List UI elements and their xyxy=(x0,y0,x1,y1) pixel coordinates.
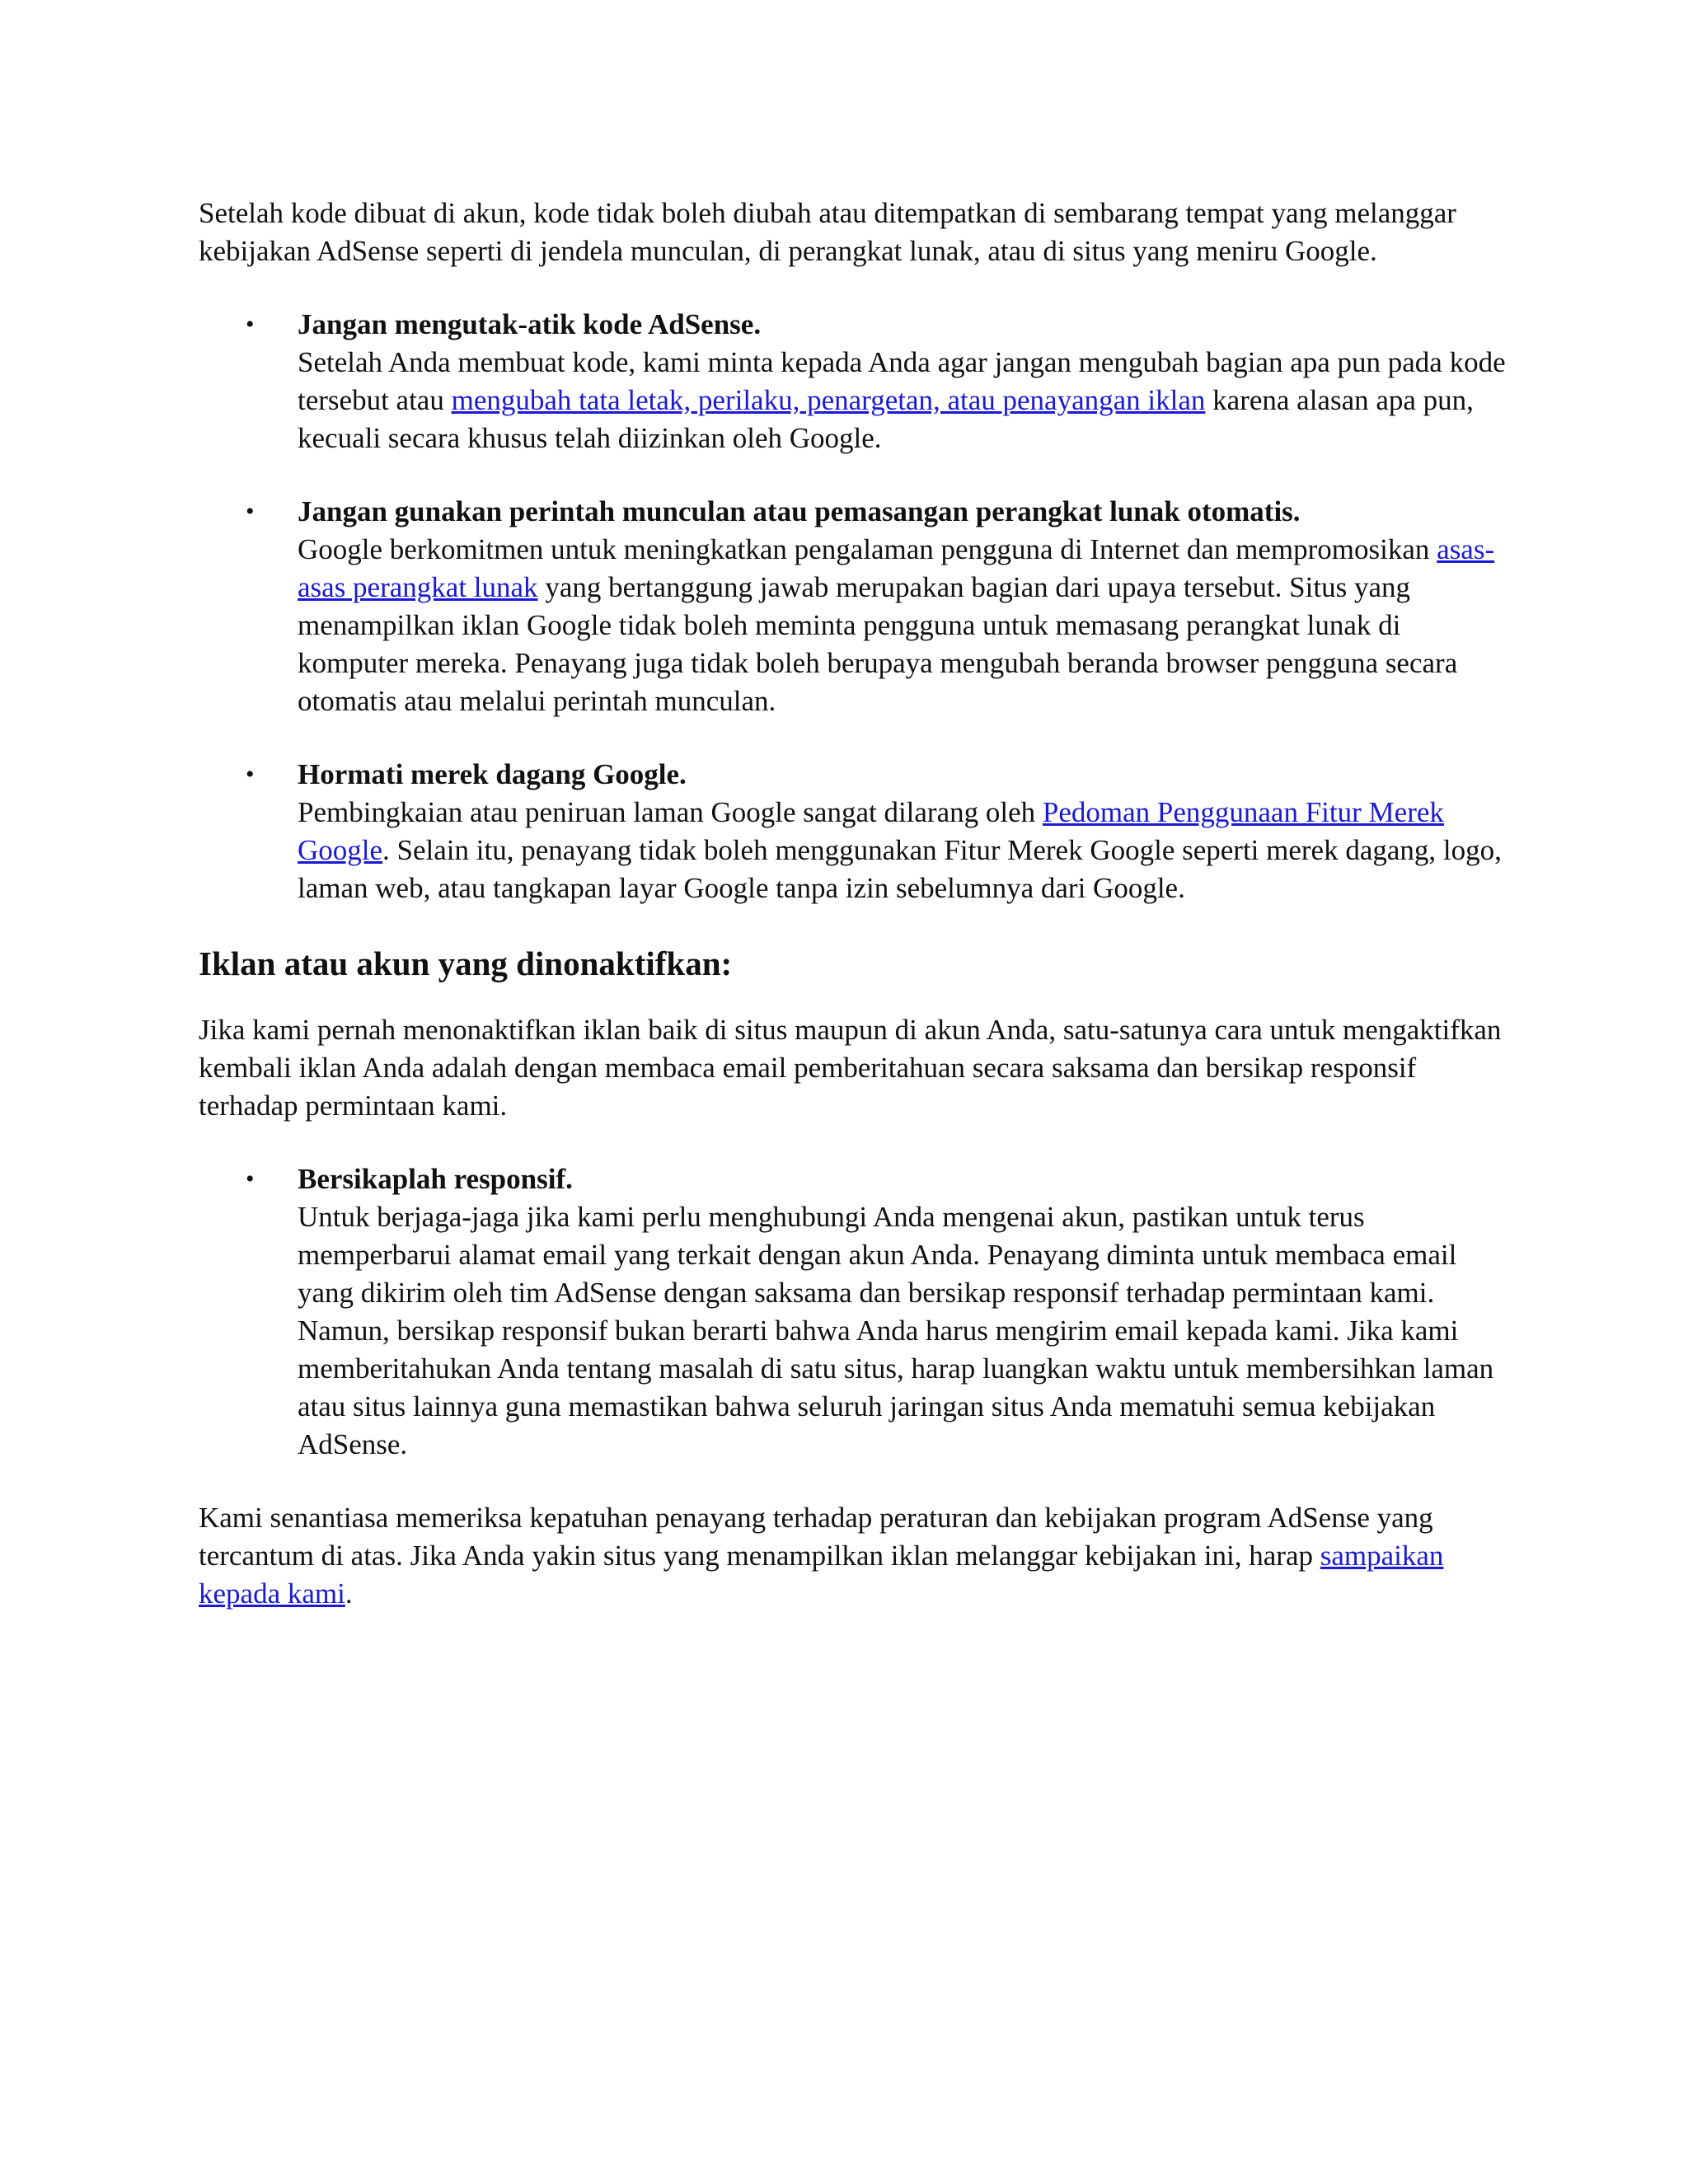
item-text: . Selain itu, penayang tidak boleh menggunakan Fitur Merek Google seperti merek dagang, logo, laman web, atau tangkapan layar Google tanpa izin sebelumnya dari Google. xyxy=(298,834,1502,904)
item-text: Google berkomitmen untuk meningkatkan pengalaman pengguna di Internet dan mempromosikan xyxy=(298,533,1437,565)
item-body: Untuk berjaga-jaga jika kami perlu menghubungi Anda mengenai akun, pastikan untuk terus memperbarui alamat email yang terkait dengan akun Anda. Penayang diminta untuk membaca email yang dikirim oleh tim AdSense dengan saksama dan bersikap responsif terhadap permintaan kami. Namun, bersikap responsif bukan berarti bahwa Anda harus mengirim email kepada kami. Jika kami memberitahukan Anda tentang masalah di satu situs, harap luangkan waktu untuk membersihkan laman atau situs lainnya guna memastikan bahwa seluruh jaringan situs Anda mematuhi semua kebijakan AdSense. xyxy=(298,1201,1494,1460)
item-body xyxy=(298,794,1509,907)
list-item xyxy=(199,306,1509,457)
section-intro-paragraph: Jika kami pernah menonaktifkan iklan baik di situs maupun di akun Anda, satu-satunya cara untuk mengaktifkan kembali iklan Anda adalah dengan membaca email pemberitahuan secara saksama dan bersikap responsif terhadap permintaan kami. xyxy=(199,1014,1502,1122)
bullet-icon: • xyxy=(246,311,255,338)
bullet-icon: • xyxy=(246,761,255,788)
item-body xyxy=(298,531,1509,720)
item-body xyxy=(298,344,1509,457)
report-link[interactable]: sampaikan kepada kami xyxy=(199,1540,1444,1610)
document-page xyxy=(199,194,1509,1613)
item-title: Hormati merek dagang Google. xyxy=(298,758,687,790)
closing-paragraph xyxy=(199,1499,1509,1613)
closing-text: Kami senantiasa memeriksa kepatuhan penayang terhadap peraturan dan kebijakan program AdSense yang tercantum di atas. Jika Anda yakin situs yang menampilkan iklan melanggar kebijakan ini, harap xyxy=(199,1502,1433,1572)
list-item xyxy=(199,756,1509,907)
item-text: Setelah Anda membuat kode, kami minta kepada Anda agar jangan mengubah bagian apa pun pada kode tersebut atau xyxy=(298,346,1506,416)
closing-text: . xyxy=(345,1577,353,1610)
brand-guidelines-link[interactable]: Pedoman Penggunaan Fitur Merek Google xyxy=(298,796,1444,866)
item-text: yang bertanggung jawab merupakan bagian dari upaya tersebut. Situs yang menampilkan iklan Google tidak boleh meminta pengguna untuk memasang perangkat lunak di komputer mereka. Penayang juga tidak boleh berupaya mengubah beranda browser pengguna secara otomatis atau melalui perintah munculan. xyxy=(298,571,1458,717)
item-text: Pembingkaian atau peniruan laman Google sangat dilarang oleh xyxy=(298,796,1043,828)
bullet-icon: • xyxy=(246,498,255,525)
list-item xyxy=(199,493,1509,720)
policy-list xyxy=(199,306,1509,907)
item-title: Jangan gunakan perintah munculan atau pemasangan perangkat lunak otomatis. xyxy=(298,495,1301,527)
software-principles-link[interactable]: asas-asas perangkat lunak xyxy=(298,533,1495,603)
item-title: Bersikaplah responsif. xyxy=(298,1163,573,1195)
item-title: Jangan mengutak-atik kode AdSense. xyxy=(298,308,762,340)
layout-behavior-link[interactable]: mengubah tata letak, perilaku, penargetan, atau penayangan iklan xyxy=(451,384,1206,416)
list-item xyxy=(199,1160,1509,1464)
responsive-list xyxy=(199,1160,1509,1464)
bullet-icon: • xyxy=(246,1165,255,1193)
item-text: karena alasan apa pun, kecuali secara khusus telah diizinkan oleh Google. xyxy=(298,384,1474,454)
section-heading: Iklan atau akun yang dinonaktifkan: xyxy=(199,944,733,982)
intro-paragraph: Setelah kode dibuat di akun, kode tidak boleh diubah atau ditempatkan di sembarang tempat yang melanggar kebijakan AdSense seperti di jendela munculan, di perangkat lunak, atau di situs yang meniru Google. xyxy=(199,197,1456,267)
